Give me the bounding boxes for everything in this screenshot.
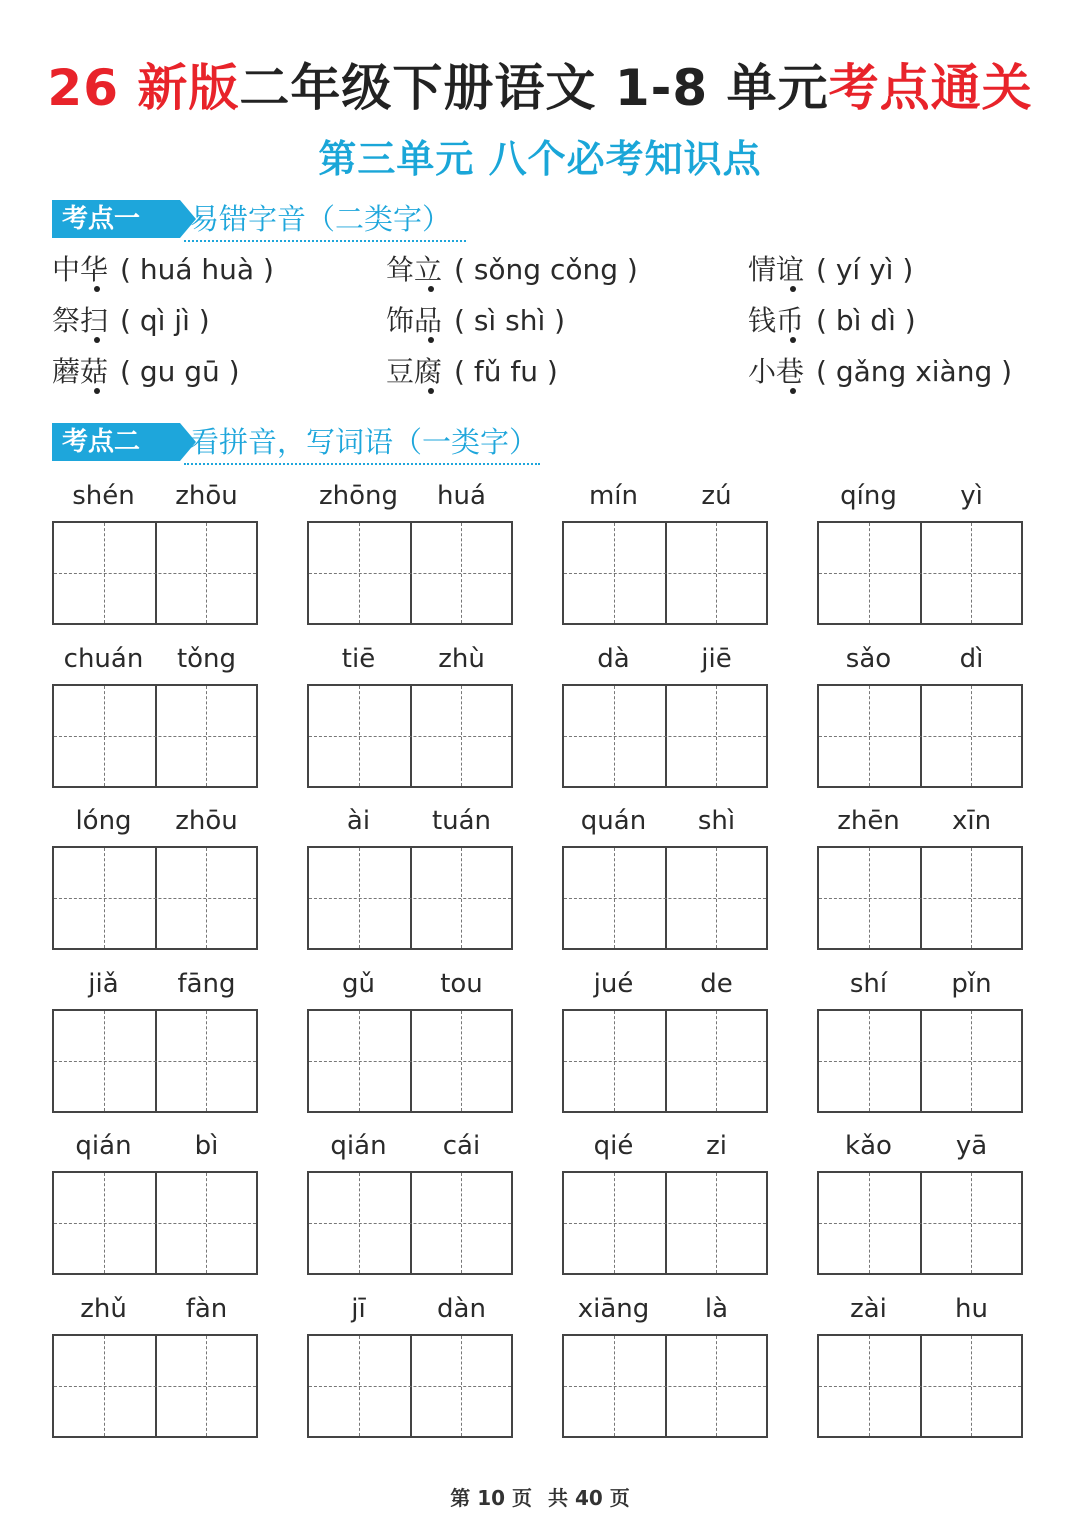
pinyin-label: quán xyxy=(580,806,647,836)
word-writing-cell xyxy=(562,481,768,641)
section-1-header xyxy=(52,200,492,240)
word-writing-cell xyxy=(52,806,258,966)
section-1-badge: 考点一 xyxy=(52,200,180,238)
word-choice-item xyxy=(52,299,210,339)
grid-guide-horizontal xyxy=(819,1223,1021,1224)
word-writing-cell xyxy=(817,1131,1023,1291)
word-choice-item xyxy=(386,299,565,339)
writing-grid[interactable] xyxy=(52,846,258,950)
pinyin-label: shén xyxy=(72,481,135,511)
writing-grid[interactable] xyxy=(52,1334,258,1438)
grid-guide-horizontal xyxy=(819,1386,1021,1387)
writing-grid[interactable] xyxy=(52,521,258,625)
item-pinyin-options: ( gu gū ) xyxy=(120,355,240,388)
grid-guide-horizontal xyxy=(564,1061,766,1062)
item-pinyin-options: ( huá huà ) xyxy=(120,253,274,286)
pinyin-label: yì xyxy=(960,481,983,511)
word-writing-cell xyxy=(307,806,513,966)
grid-guide-horizontal xyxy=(309,898,511,899)
word-writing-cell xyxy=(562,1294,768,1454)
page-footer xyxy=(0,1482,1080,1511)
writing-grid[interactable] xyxy=(562,846,768,950)
writing-grid[interactable] xyxy=(817,846,1023,950)
page-title xyxy=(0,48,1080,120)
pinyin-label: xiāng xyxy=(577,1294,650,1324)
word-writing-cell xyxy=(307,481,513,641)
pinyin-label: shí xyxy=(849,969,888,999)
grid-guide-horizontal xyxy=(54,1386,256,1387)
pinyin-label: tǒng xyxy=(176,644,237,674)
item-pinyin-options: ( sǒng cǒng ) xyxy=(454,253,638,286)
section-2-badge: 考点二 xyxy=(52,423,180,461)
emphasis-dot-icon xyxy=(94,286,100,292)
grid-guide-horizontal xyxy=(819,898,1021,899)
item-word: 蘑菇 xyxy=(52,355,109,388)
word-writing-cell xyxy=(817,481,1023,641)
word-choice-item xyxy=(748,299,916,339)
grid-guide-horizontal xyxy=(54,1223,256,1224)
pinyin-label: qié xyxy=(593,1131,634,1161)
writing-grid[interactable] xyxy=(562,521,768,625)
pinyin-label: fàn xyxy=(185,1294,228,1324)
grid-guide-horizontal xyxy=(564,573,766,574)
word-choice-item xyxy=(386,350,558,390)
writing-grid[interactable] xyxy=(562,1334,768,1438)
grid-guide-horizontal xyxy=(564,898,766,899)
word-writing-cell xyxy=(307,1131,513,1291)
item-word: 耸立 xyxy=(386,253,443,286)
pinyin-label: zhōu xyxy=(175,481,238,511)
grid-guide-horizontal xyxy=(54,573,256,574)
word-choice-item xyxy=(748,350,1012,390)
writing-grid[interactable] xyxy=(307,1334,513,1438)
emphasis-dot-icon xyxy=(790,286,796,292)
grid-guide-horizontal xyxy=(819,736,1021,737)
writing-grid[interactable] xyxy=(307,1009,513,1113)
pinyin-label: zi xyxy=(706,1131,727,1161)
word-writing-cell xyxy=(307,969,513,1129)
writing-grid[interactable] xyxy=(52,1009,258,1113)
pinyin-label: pǐn xyxy=(951,969,992,999)
pinyin-label: chuán xyxy=(63,644,144,674)
item-pinyin-options: ( gǎng xiàng ) xyxy=(816,355,1013,388)
pinyin-label: xīn xyxy=(951,806,992,836)
emphasis-dot-icon xyxy=(790,388,796,394)
pinyin-label: qián xyxy=(330,1131,387,1161)
writing-grid[interactable] xyxy=(562,684,768,788)
writing-grid[interactable] xyxy=(817,684,1023,788)
emphasis-dot-icon xyxy=(94,337,100,343)
section-2-underline xyxy=(184,463,540,465)
pinyin-label: tiē xyxy=(341,644,376,674)
pinyin-label: kǎo xyxy=(845,1131,892,1161)
pinyin-label: zhēn xyxy=(837,806,900,836)
pinyin-label: dà xyxy=(597,644,630,674)
grid-guide-horizontal xyxy=(309,1223,511,1224)
item-word: 饰品 xyxy=(386,304,443,337)
pinyin-label: zài xyxy=(850,1294,887,1324)
item-pinyin-options: ( bì dì ) xyxy=(816,304,916,337)
grid-guide-horizontal xyxy=(309,736,511,737)
pinyin-label: bì xyxy=(194,1131,219,1161)
grid-guide-horizontal xyxy=(309,573,511,574)
pinyin-label: de xyxy=(700,969,733,999)
pinyin-label: zú xyxy=(701,481,732,511)
word-writing-cell xyxy=(52,644,258,804)
word-writing-cell xyxy=(817,644,1023,804)
pinyin-label: yā xyxy=(955,1131,988,1161)
word-choice-item xyxy=(52,248,274,288)
pinyin-label: zhù xyxy=(438,644,485,674)
word-writing-cell xyxy=(52,481,258,641)
word-writing-cell xyxy=(817,969,1023,1129)
pinyin-label: fāng xyxy=(177,969,236,999)
grid-guide-horizontal xyxy=(309,1061,511,1062)
section-2-header xyxy=(52,423,552,463)
pinyin-label: zhōng xyxy=(318,481,398,511)
item-word: 豆腐 xyxy=(386,355,443,388)
writing-grid[interactable] xyxy=(817,1171,1023,1275)
item-pinyin-options: ( qì jì ) xyxy=(120,304,210,337)
writing-grid[interactable] xyxy=(562,1171,768,1275)
pinyin-label: qíng xyxy=(840,481,897,511)
writing-grid[interactable] xyxy=(817,521,1023,625)
word-writing-cell xyxy=(817,1294,1023,1454)
emphasis-dot-icon xyxy=(94,388,100,394)
word-writing-cell xyxy=(817,806,1023,966)
item-pinyin-options: ( sì shì ) xyxy=(454,304,566,337)
writing-grid[interactable] xyxy=(307,521,513,625)
item-pinyin-options: ( fǔ fu ) xyxy=(454,355,558,388)
pinyin-label: dì xyxy=(959,644,984,674)
item-word: 小巷 xyxy=(748,355,805,388)
pinyin-label: jī xyxy=(351,1294,366,1324)
title-part-2: 二年级下册语文 1-8 单元 xyxy=(239,59,829,117)
grid-guide-horizontal xyxy=(564,1223,766,1224)
grid-guide-horizontal xyxy=(54,898,256,899)
word-writing-cell xyxy=(562,1131,768,1291)
pinyin-label: dàn xyxy=(437,1294,486,1324)
word-choice-item xyxy=(386,248,638,288)
writing-grid[interactable] xyxy=(52,1171,258,1275)
pinyin-label: jué xyxy=(593,969,634,999)
word-choice-item xyxy=(748,248,913,288)
emphasis-dot-icon xyxy=(790,337,796,343)
word-writing-cell xyxy=(307,644,513,804)
pinyin-label: tou xyxy=(440,969,483,999)
word-writing-cell xyxy=(562,969,768,1129)
pinyin-label: zhǔ xyxy=(80,1294,127,1324)
pinyin-label: gǔ xyxy=(342,969,375,999)
pinyin-label: là xyxy=(704,1294,729,1324)
grid-guide-horizontal xyxy=(309,1386,511,1387)
writing-grid[interactable] xyxy=(307,1171,513,1275)
word-choice-item xyxy=(52,350,240,390)
item-pinyin-options: ( yí yì ) xyxy=(816,253,914,286)
pinyin-label: jiǎ xyxy=(88,969,119,999)
pinyin-label: hu xyxy=(955,1294,988,1324)
item-word: 中华 xyxy=(52,253,109,286)
section-1-title: 易错字音（二类字） xyxy=(190,202,452,236)
page-number: 第 10 页 xyxy=(450,1486,532,1510)
section-1-underline xyxy=(184,240,466,242)
writing-grid[interactable] xyxy=(307,684,513,788)
pinyin-label: cái xyxy=(442,1131,481,1161)
pinyin-label: jiē xyxy=(701,644,732,674)
page-subtitle: 第三单元 八个必考知识点 xyxy=(318,137,762,181)
grid-guide-horizontal xyxy=(564,1386,766,1387)
emphasis-dot-icon xyxy=(428,286,434,292)
emphasis-dot-icon xyxy=(428,337,434,343)
word-writing-cell xyxy=(307,1294,513,1454)
grid-guide-horizontal xyxy=(54,1061,256,1062)
grid-guide-horizontal xyxy=(54,736,256,737)
word-writing-cell xyxy=(52,969,258,1129)
word-writing-cell xyxy=(52,1131,258,1291)
pinyin-label: ài xyxy=(346,806,371,836)
pinyin-label: qián xyxy=(75,1131,132,1161)
grid-guide-horizontal xyxy=(819,1061,1021,1062)
item-word: 祭扫 xyxy=(52,304,109,337)
grid-guide-horizontal xyxy=(564,736,766,737)
title-part-3: 考点通关 xyxy=(828,59,1033,117)
word-writing-cell xyxy=(562,644,768,804)
title-part-1: 26 新版 xyxy=(47,59,240,117)
section-2-title: 看拼音，写词语（一类字） xyxy=(190,425,539,459)
item-word: 钱币 xyxy=(748,304,805,337)
pinyin-label: shì xyxy=(697,806,736,836)
page-total: 共 40 页 xyxy=(548,1486,630,1510)
writing-grid[interactable] xyxy=(817,1334,1023,1438)
pinyin-label: lóng xyxy=(75,806,132,836)
grid-guide-horizontal xyxy=(819,573,1021,574)
pinyin-label: zhōu xyxy=(175,806,238,836)
writing-grid[interactable] xyxy=(562,1009,768,1113)
word-writing-cell xyxy=(52,1294,258,1454)
word-writing-cell xyxy=(562,806,768,966)
emphasis-dot-icon xyxy=(428,388,434,394)
item-word: 情谊 xyxy=(748,253,805,286)
writing-grid[interactable] xyxy=(52,684,258,788)
writing-grid[interactable] xyxy=(817,1009,1023,1113)
pinyin-label: mín xyxy=(588,481,639,511)
pinyin-label: huá xyxy=(437,481,486,511)
pinyin-label: tuán xyxy=(431,806,492,836)
pinyin-label: sǎo xyxy=(845,644,892,674)
writing-grid[interactable] xyxy=(307,846,513,950)
